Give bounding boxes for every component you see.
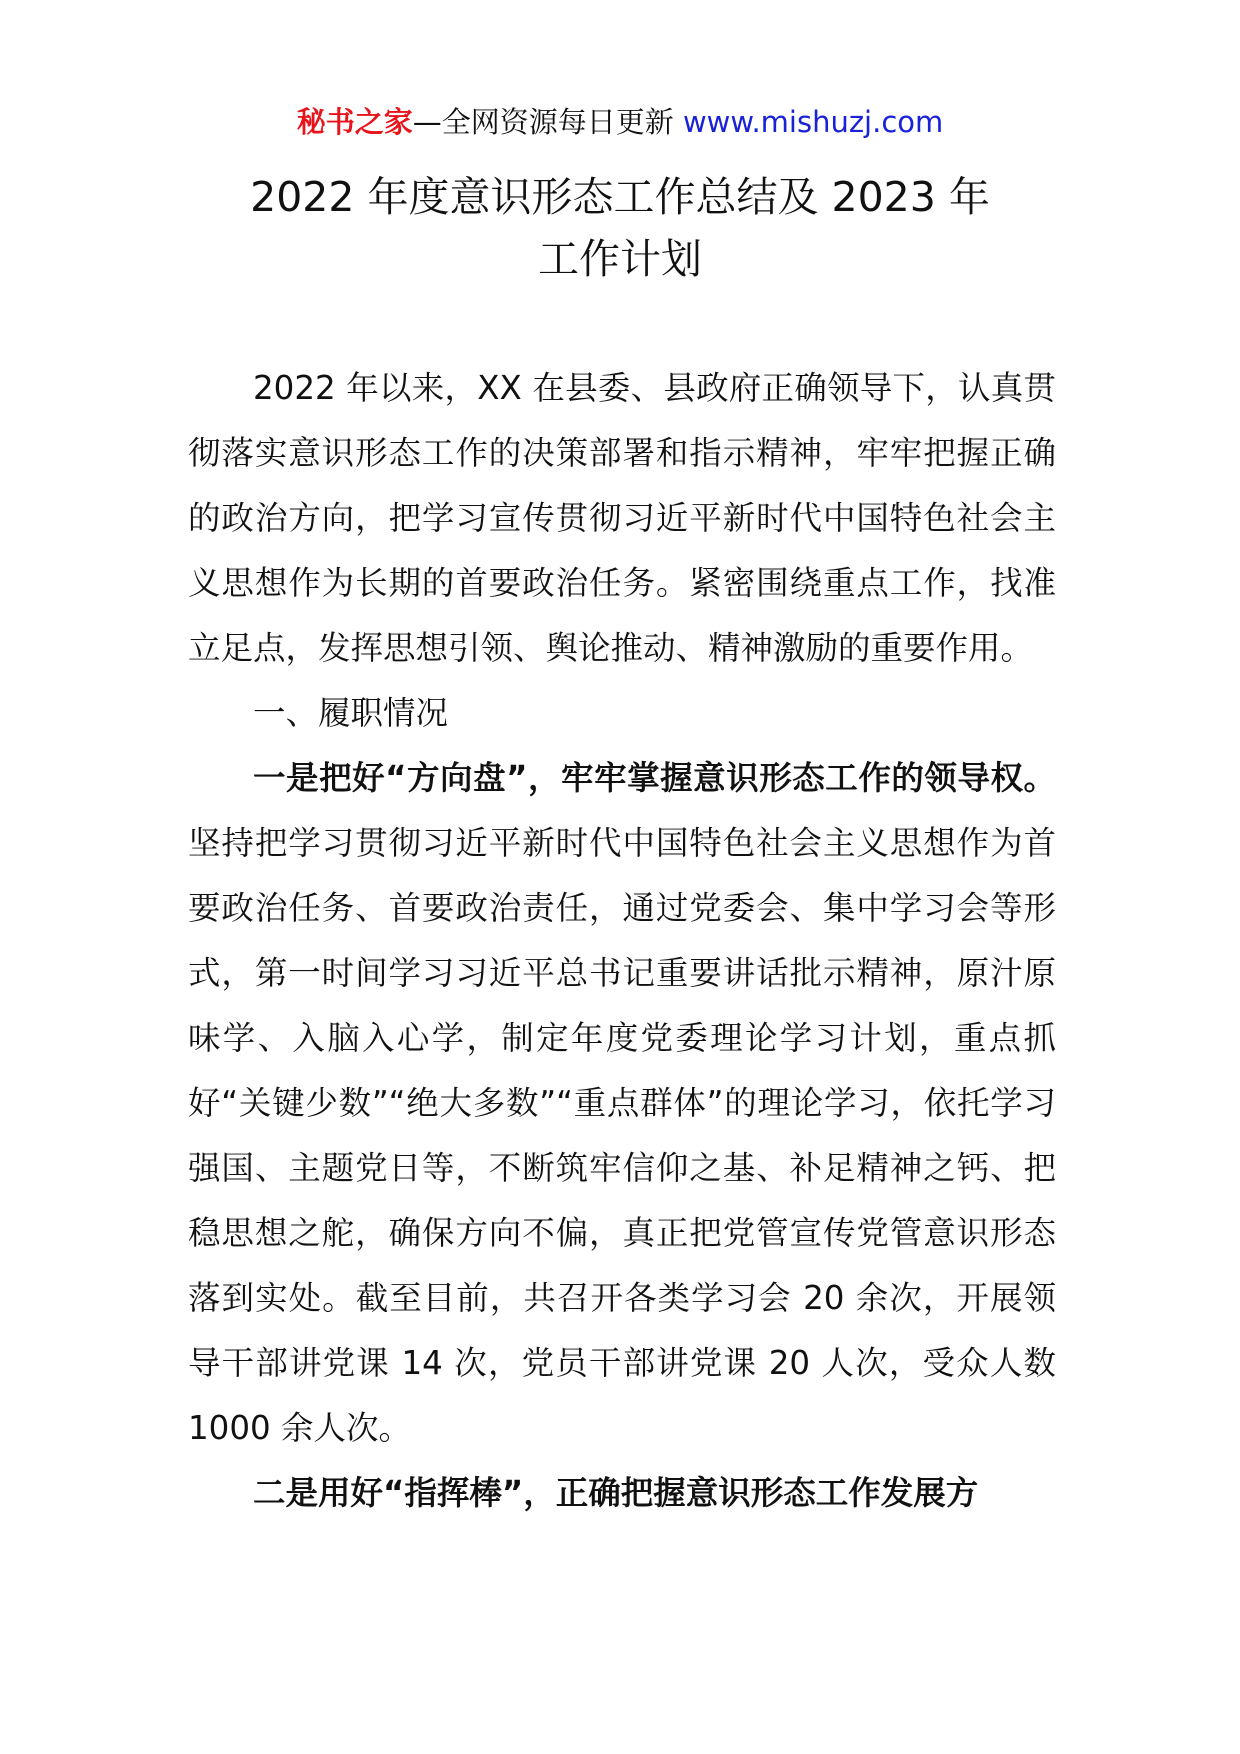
- title-line-1: 2022 年度意识形态工作总结及 2023 年: [250, 173, 990, 221]
- point-2-paragraph: [188, 1461, 1056, 1526]
- section-heading-1: 一、履职情况: [253, 694, 449, 732]
- document-body: [188, 356, 1056, 1526]
- banner-slogan: —全网资源每日更新: [412, 105, 683, 139]
- intro-paragraph: 2022 年以来，XX 在县委、县政府正确领导下，认真贯彻落实意识形态工作的决策部署和指示精神，牢牢把握正确的政治方向，把学习宣传贯彻习近平新时代中国特色社会主义思想作为长期的首要政治任务。紧密围绕重点工作，找准立足点，发挥思想引领、舆论推动、精神激励的重要作用。: [188, 369, 1056, 667]
- document-title: [0, 166, 1240, 290]
- point-1-text: 坚持把学习贯彻习近平新时代中国特色社会主义思想作为首要政治任务、首要政治责任，通过党委会、集中学习会等形式，第一时间学习习近平总书记重要讲话批示精神，原汁原味学、入脑入心学，制定年度党委理论学习计划，重点抓好“关键少数”“绝大多数”“重点群体”的理论学习，依托学习强国、主题党日等，不断筑牢信仰之基、补足精神之钙、把稳思想之舵，确保方向不偏，真正把党管宣传党管意识形态落到实处。截至目前，共召开各类学习会 20 余次，开展领导干部讲党课 14 次，党员干部讲党课 20 人次，受众人数 1000 余人次。: [188, 824, 1056, 1447]
- banner-url-link[interactable]: www.mishuzj.com: [682, 105, 944, 139]
- point-1-bold-lead: 一是把好“方向盘”，牢牢掌握意识形态工作的领导权。: [253, 759, 1056, 797]
- title-line-2: 工作计划: [538, 235, 702, 283]
- site-banner: [0, 102, 1240, 142]
- point-1-paragraph: [188, 746, 1056, 1461]
- brand-name: 秘书之家: [296, 105, 413, 139]
- point-2-bold-lead: 二是用好“指挥棒”，正确把握意识形态工作发展方: [253, 1474, 979, 1512]
